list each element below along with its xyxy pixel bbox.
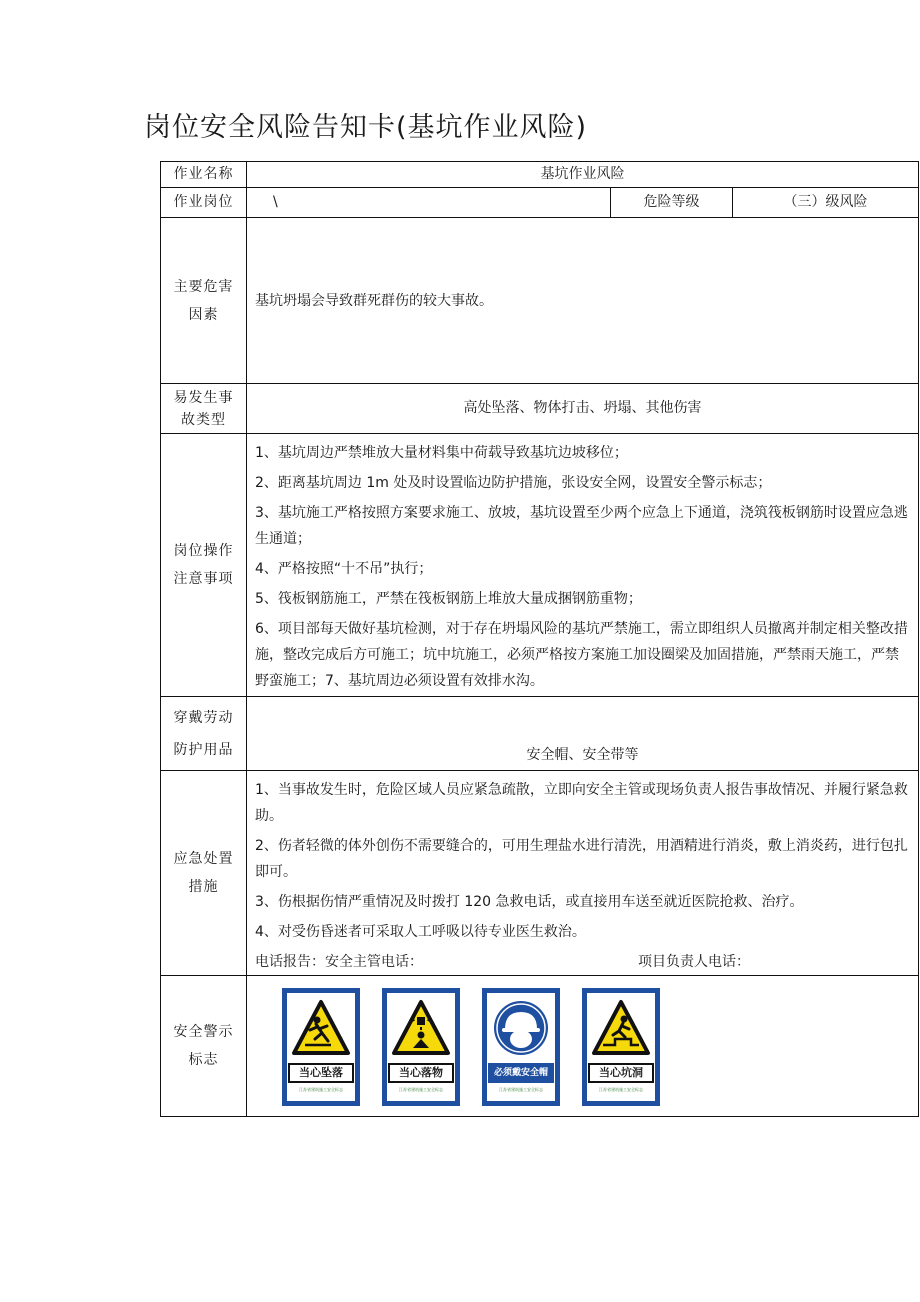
accident-types-label [161,384,247,434]
sign-pit-warning-text: 当心坑洞 [588,1063,654,1083]
job-post-value: \ [247,188,611,218]
risk-card-table [160,161,919,1117]
ppe-label-line2: 防护用品 [173,741,234,758]
row-signs [161,976,919,1117]
sign-falling-object [382,988,460,1106]
page-title: 岗位安全风险告知卡(基坑作业风险) [144,112,588,143]
emergency-label [161,771,247,976]
emergency-item: 1、当事故发生时，危险区域人员应紧急疏散，立即向安全主管或现场负责人报告事故情况、并履行紧急救助。 [255,782,908,824]
sign-org-text: 江苏省建筑施工安全标志 [499,1087,543,1092]
sign-org-text: 江苏省建筑施工安全标志 [599,1087,643,1092]
ppe-text [247,697,919,771]
sign-hard-hat-text: 必须戴安全帽 [488,1063,554,1083]
signs-label-line2: 标志 [188,1052,219,1068]
risk-level-value: （三）级风险 [733,188,919,218]
precaution-item: 1、基坑周边严禁堆放大量材料集中荷载导致基坑边坡移位； [255,445,628,461]
job-name-value: 基坑作业风险 [247,162,919,188]
sign-falling-object-text: 当心落物 [388,1063,454,1083]
hazards-label-line2: 因素 [188,306,219,323]
safety-manager-phone: 电话报告：安全主管电话： [255,954,423,970]
pit-warning-icon [591,999,651,1057]
row-accident-types [161,384,919,434]
precaution-item: 6、项目部每天做好基坑检测，对于存在坍塌风险的基坑严禁施工，需立即组织人员撤离并制定相关整改措施，整改完成后方可施工；坑中坑施工，必须严格按方案施工加设圈梁及加固措施，严禁雨天施工，严禁野蛮施工；7、基坑周边必须设置有效排水沟。 [255,621,908,689]
accident-types-label-line1: 易发生事 [173,389,234,406]
sign-fall-warning [282,988,360,1106]
ppe-label-line1: 穿戴劳动 [173,709,234,726]
emergency-item: 4、对受伤昏迷者可采取人工呼吸以待专业医生救治。 [255,924,586,940]
accident-types-text: 高处坠落、物体打击、坍塌、其他伤害 [247,384,919,434]
sign-org-text: 江苏省建筑施工安全标志 [299,1087,343,1092]
accident-types-label-line2: 故类型 [181,411,226,428]
emergency-item: 2、伤者轻微的体外创伤不需要缝合的，可用生理盐水进行清洗，用酒精进行消炎，敷上消炎药，进行包扎即可。 [255,838,908,880]
fall-warning-icon [291,999,351,1057]
emergency-item: 3、伤根据伤情严重情况及时拨打 120 急救电话，或直接用车送至就近医院抢救、治疗。 [255,894,804,910]
row-job-post [161,188,919,218]
signs-cell [247,976,919,1117]
precautions-label-line2: 注意事项 [173,571,234,587]
row-precautions [161,434,919,697]
precautions-label-line1: 岗位操作 [173,543,234,559]
ppe-label [161,697,247,771]
signs-row [247,976,918,1116]
hazards-text [247,218,919,384]
project-manager-phone: 项目负责人电话： [638,954,751,970]
sign-pit-warning [582,988,660,1106]
sign-fall-warning-text: 当心坠落 [288,1063,354,1083]
precaution-item: 3、基坑施工严格按照方案要求施工、放坡，基坑设置至少两个应急上下通道，浇筑筏板钢筋时设置应急逃生通道； [255,505,908,547]
precaution-item: 5、筏板钢筋施工，严禁在筏板钢筋上堆放大量成捆钢筋重物； [255,591,642,607]
job-name-label: 作业名称 [161,162,247,188]
emergency-label-line1: 应急处置 [173,851,234,867]
row-job-name [161,162,919,188]
emergency-label-line2: 措施 [188,879,219,895]
row-ppe [161,697,919,771]
falling-object-warning-icon [391,999,451,1057]
precautions-list [247,434,919,697]
hazards-label [161,218,247,384]
row-emergency [161,771,919,976]
hard-hat-mandatory-icon [491,999,551,1057]
hazards-text-line: 基坑坍塌会导致群死群伤的较大事故。 [255,292,493,309]
sign-hard-hat [482,988,560,1106]
signs-label-line1: 安全警示 [173,1024,234,1040]
phone-report-line [255,949,910,975]
precautions-label [161,434,247,697]
signs-label [161,976,247,1117]
precaution-item: 2、距离基坑周边 1m 处及时设置临边防护措施，张设安全网，设置安全警示标志； [255,475,772,491]
sign-org-text: 江苏省建筑施工安全标志 [399,1087,443,1092]
ppe-text-value: 安全帽、安全带等 [526,747,639,763]
hazards-label-line1: 主要危害 [173,278,234,295]
emergency-list [247,771,919,976]
row-hazards [161,218,919,384]
precaution-item: 4、严格按照“十不吊”执行； [255,561,433,577]
risk-level-label: 危险等级 [611,188,733,218]
job-post-label: 作业岗位 [161,188,247,218]
